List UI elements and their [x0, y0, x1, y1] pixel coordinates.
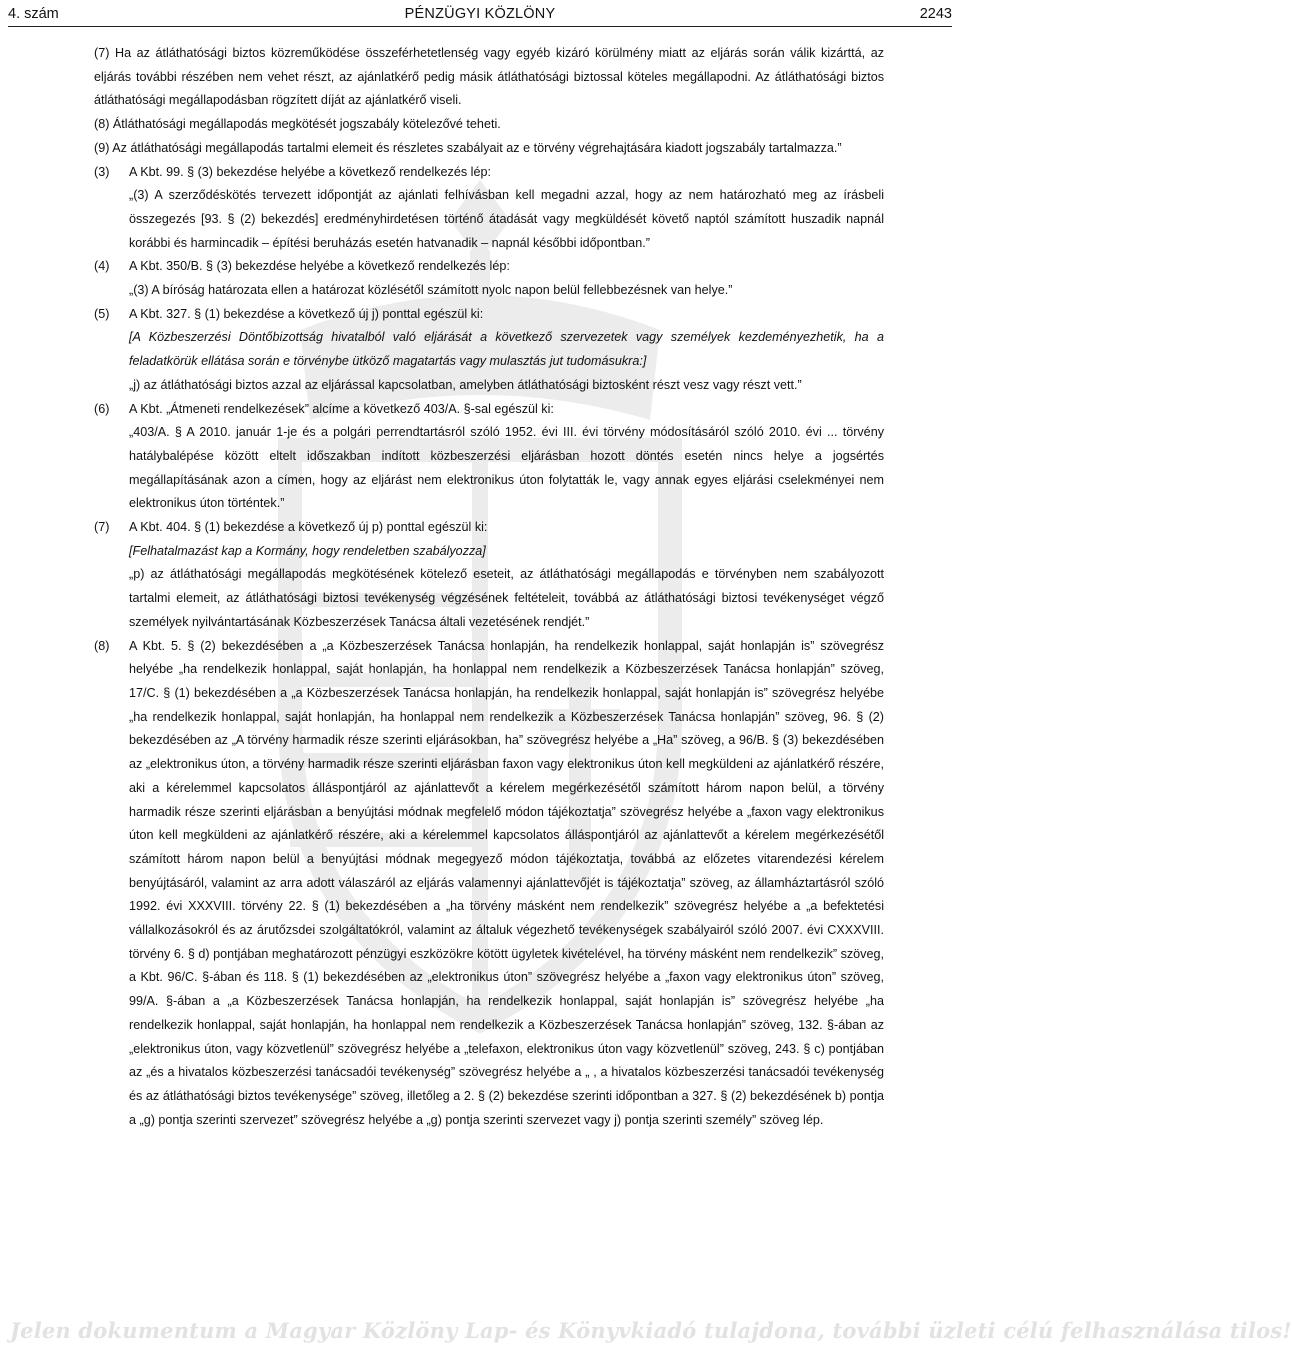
- page-header: [8, 4, 952, 24]
- item-intro: A Kbt. 5. § (2) bekezdésében a „a Közbeszerzések Tanácsa honlapján, ha rendelkezik honlappal, saját honlapján is” szövegrész helyébe „ha rendelkezik honlappal, saját honlapján, ha honlappal nem rendelkezik a Közbeszerzések Tanácsa honlapján” szöveg, 17/C. § (1) bekezdésében a „a Közbeszerzések Tanácsa honlapján, ha rendelkezik honlappal, saját honlapján is” szövegrész helyébe „ha rendelkezik honlappal, saját honlapján, ha honlappal nem rendelkezik a Közbeszerzések Tanácsa honlapján” szöveg, 96. § (2) bekezdésében az „A törvény harmadik része szerinti eljárásokban, ha” szövegrész helyébe a „Ha” szöveg, a 96/B. § (3) bekezdésében az „elektronikus úton, a törvény harmadik része szerinti eljárásban faxon vagy elektronikus úton kell megküldeni az ajánlatkérő részére, aki a kérelemmel kapcsolatos álláspontjáról az ajánlattevőt a kérelem megérkezésétől számított három napon belül, a törvény harmadik része szerinti eljárásban a benyújtási módnak megfelelő módon tájékoztatja” szövegrész helyébe a „faxon vagy elektronikus úton kell megküldeni az ajánlatkérő részére, aki a kérelemmel kapcsolatos álláspontjáról az ajánlattevőt a kérelem megérkezésétől számított három napon belül a benyújtási módnak megegyező módon tájékoztatja, továbbá az előzetes vitarendezési kérelem benyújtásáról, valamint az arra adott válaszáról az eljárás valamennyi ajánlattevőjét is tájékoztatja” szöveg, az államháztartásról szóló 1992. évi XXXVIII. törvény 22. § (1) bekezdésében a „ha törvény másként nem rendelkezik” szövegrész helyébe a „a befektetési vállalkozásokról és az árutőzsdei szolgáltatókról, valamint az általuk végezhető tevékenységek szabályairól szóló 2007. évi CXXXVIII. törvény 6. § d) pontjában meghatározott pénzügyi eszközökre kötött ügyletek kivételével, ha törvény másként nem rendelkezik” szöveg, a Kbt. 96/C. §-ában és 118. § (1) bekezdésében az „elektronikus úton” szövegrész helyébe a „faxon vagy elektronikus úton” szöveg, 99/A. §-ában a „a Közbeszerzések Tanácsa honlapján, ha rendelkezik honlappal, saját honlapján is” szövegrész helyébe „ha rendelkezik honlappal, saját honlapján, ha honlappal nem rendelkezik a Közbeszerzések Tanácsa honlapján” szöveg, 132. §-ában az „elektronikus úton, vagy közvetlenül” szövegrész helyébe a „telefaxon, elektronikus úton vagy közvetlenül” szöveg, 243. § c) pontjában az „és a hivatalos közbeszerzési tanácsadói tevékenység” szövegrész helyébe a „ , a hivatalos közbeszerzési tanácsadói tevékenység és az átláthatósági biztos tevékenysége” szöveg, illetőleg a 2. § (2) bekezdése szerinti időpontban a 327. § (2) bekezdésének b) pontja a „g) pontja szerinti szervezet” szövegrész helyébe a „g) pontja szerinti szervezet vagy j) pontja szerinti személy” szöveg lép.: [129, 638, 884, 1127]
- journal-title: PÉNZÜGYI KÖZLÖNY: [404, 6, 556, 22]
- item-number: (6): [94, 401, 110, 416]
- page-number: 2243: [919, 6, 952, 22]
- amendment-item-8: [94, 635, 884, 1133]
- item-quote: „p) az átláthatósági megállapodás megkötésének kötelező eseteit, az átláthatósági megállapodás e törvényben nem szabályozott tartalmi elemeit, az átláthatósági biztosi tevékenység végzésének feltételeit, továbbá az átláthatósági biztosi tevékenységet végző személyek nyilvántartásának Közbeszerzések Tanácsa általi vezetésének rendjét.”: [129, 567, 884, 629]
- item-bracket-text: [A Közbeszerzési Döntőbizottság hivatalból való eljárását a következő szervezetek vagy személyek kezdeményezhetik, ha a feladatkörük ellátása során e törvénybe ütköző magatartás vagy mulasztás jut tudomásukra:]: [129, 330, 884, 369]
- amendment-item-3: [94, 161, 884, 185]
- item-bracket-text: [Felhatalmazást kap a Kormány, hogy rendeletben szabályozza]: [129, 543, 486, 558]
- item-intro: A Kbt. 404. § (1) bekezdése a következő új p) ponttal egészül ki:: [129, 520, 488, 535]
- amendment-item-4: [94, 255, 884, 279]
- header-rule: [8, 26, 952, 27]
- amendment-item-6: [94, 398, 884, 422]
- paragraph-9: (9) Az átláthatósági megállapodás tartalmi elemeit és részletes szabályait az e törvény végrehajtására kiadott jogszabály tartalmazza.”: [94, 140, 842, 155]
- item-quote: „403/A. § A 2010. január 1-je és a polgári perrendtartásról szóló 1952. évi III. évi törvény módosításáról szóló 2010. évi ... törvény hatálybalépése között eltelt időszakban indított közbeszerzési eljárásban hozott döntés esetén nincs helye a jogsértés megállapításának azon a címen, hogy az eljárást nem elektronikus úton folytatták le, vagy annak egyes eljárási cselekményei nem elektronikus úton történtek.”: [129, 425, 884, 511]
- footer-watermark: Jelen dokumentum a Magyar Közlöny Lap- és Könyvkiadó tulajdona, további üzleti célú felhasználása tilos!: [10, 1318, 1292, 1343]
- item-intro: A Kbt. 350/B. § (3) bekezdése helyébe a következő rendelkezés lép:: [129, 259, 510, 274]
- item-intro: A Kbt. 99. § (3) bekezdése helyébe a következő rendelkezés lép:: [129, 164, 491, 179]
- item-quote: „(3) A bíróság határozata ellen a határozat közlésétől számított nyolc napon belül fellebbezésnek van helye.”: [129, 283, 733, 298]
- item-number: (7): [94, 520, 110, 535]
- amendment-item-7: [94, 516, 884, 540]
- paragraph-8: (8) Átláthatósági megállapodás megkötését jogszabály kötelezővé teheti.: [94, 117, 501, 132]
- item-number: (4): [94, 259, 110, 274]
- item-quote: „j) az átláthatósági biztos azzal az eljárással kapcsolatban, amelyben átláthatósági biztosként részt vesz vagy részt vett.”: [129, 377, 802, 392]
- paragraph-7: (7) Ha az átláthatósági biztos közreműködése összeférhetetlenség vagy egyéb kizáró körülmény miatt az eljárás során válik kizárttá, az eljárás további részében nem vehet részt, az ajánlatkérő pedig másik átláthatósági biztossal köteles megállapodni. Az átláthatósági biztos átláthatósági megállapodásban rögzített díját az ajánlatkérő viseli.: [94, 46, 884, 108]
- item-intro: A Kbt. „Átmeneti rendelkezések” alcíme a következő 403/A. §-sal egészül ki:: [129, 401, 554, 416]
- item-intro: A Kbt. 327. § (1) bekezdése a következő új j) ponttal egészül ki:: [129, 306, 484, 321]
- issue-number: 4. szám: [8, 6, 59, 22]
- amendment-item-5: [94, 303, 884, 327]
- item-number: (3): [94, 164, 110, 179]
- item-number: (8): [94, 638, 110, 653]
- document-body: [94, 42, 884, 1132]
- item-quote: „(3) A szerződéskötés tervezett időpontját az ajánlati felhívásban kell megadni azzal, hogy az nem határozható meg az írásbeli összegezés [93. § (2) bekezdés] eredményhirdetésen történő átadását vagy megküldését követő naptól számított huszadik napnál korábbi és harmincadik – építési beruházás esetén hatvanadik – napnál későbbi időpontban.”: [129, 188, 884, 250]
- item-number: (5): [94, 306, 110, 321]
